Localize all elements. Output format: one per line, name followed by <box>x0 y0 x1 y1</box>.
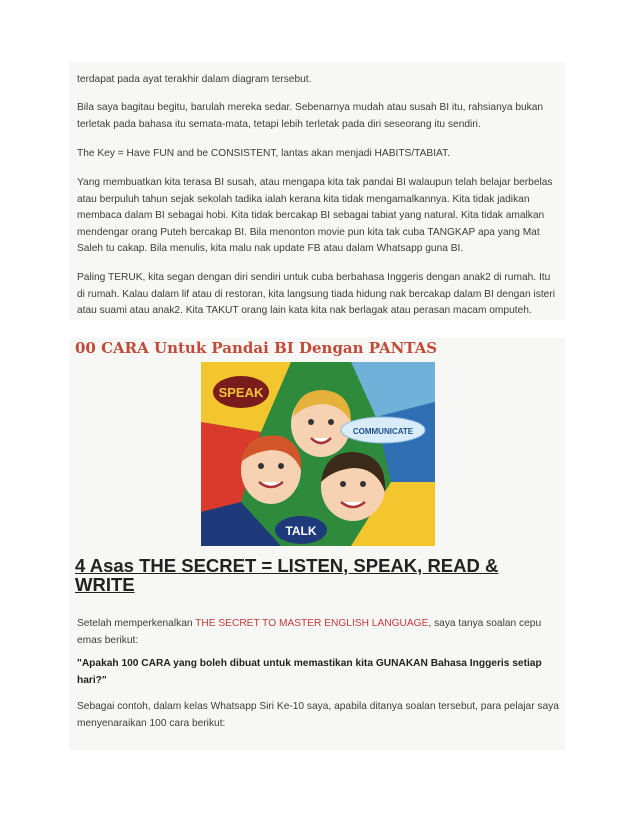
paragraph-example: Sebagai contoh, dalam kelas Whatsapp Siri Ke-10 saya, apabila ditanya soalan tersebut, para pelajar saya menyenaraikan 100 cara berikut: <box>77 701 559 729</box>
communicate-label: COMMUNICATE <box>352 427 414 436</box>
text-block-secret <box>69 338 565 750</box>
intro-text-end: , saya tanya soalan cepu emas berikut: <box>77 618 542 646</box>
paragraph-2: Bila saya bagitau begitu, barulah mereka sedar. Sebenarnya mudah atau susah BI itu, rahsianya bukan terletak pada bahasa itu semata-mata, tetapi lebih terletak pada diri seseorang itu sendiri. <box>77 102 544 130</box>
paragraph-4: Yang membuatkan kita terasa BI susah, atau mengapa kita tak pandai BI walaupun telah belajar berbelas atau berpuluh tahun sejak sekolah tadika ialah kerana kita tidak mengamalkannya. Kita tidak jadikan membaca dalam BI sebagai hobi. Kita tidak bercakap BI sebagai tabiat yang natural. Kita tidak amalkan mendengar orang Puteh bercakap BI. Bila menonton movie pun kita tak cuba TANGKAP apa yang Mat Saleh tu cakap. Bila menulis, kita malu nak update FB atau dalam Whatsapp guna BI. <box>77 177 553 254</box>
secret-link[interactable]: THE SECRET TO MASTER ENGLISH LANGUAGE <box>195 618 429 629</box>
question-paragraph: "Apakah 100 CARA yang boleh dibuat untuk memastikan kita GUNAKAN Bahasa Inggeris setiap hari?" <box>77 658 542 686</box>
section-title: 00 CARA Untuk Pandai BI Dengan PANTAS <box>75 339 438 357</box>
speak-label: SPEAK <box>218 385 264 400</box>
paragraph-3: The Key = Have FUN and be CONSISTENT, lantas akan menjadi HABITS/TABIAT. <box>77 148 451 159</box>
speak-bubble <box>213 376 269 408</box>
paragraph-5: Paling TERUK, kita segan dengan diri sendiri untuk cuba berbahasa Inggeris dengan anak2 di rumah. Itu di rumah. Kalau dalam lif atau di restoran, kita langsung tiada hidung nak bercakap dalam BI dengan isteri atau suami atau anak2. Kita TAKUT orang lain kata kita nak berlagak atau perasan macam omputeh. <box>77 272 555 316</box>
talk-label: TALK <box>285 524 317 538</box>
paragraph-intro-secret <box>77 616 561 649</box>
kids-communicating-illustration <box>201 362 435 546</box>
paragraph-1: terdapat pada ayat terakhir dalam diagram tersebut. <box>77 74 312 85</box>
secret-heading: 4 Asas THE SECRET = LISTEN, SPEAK, READ & WRITE <box>75 555 499 595</box>
intro-text-start: Setelah memperkenalkan <box>77 618 196 629</box>
talk-bubble <box>275 516 327 544</box>
text-block-intro <box>69 62 565 320</box>
communicate-bubble <box>341 417 425 443</box>
